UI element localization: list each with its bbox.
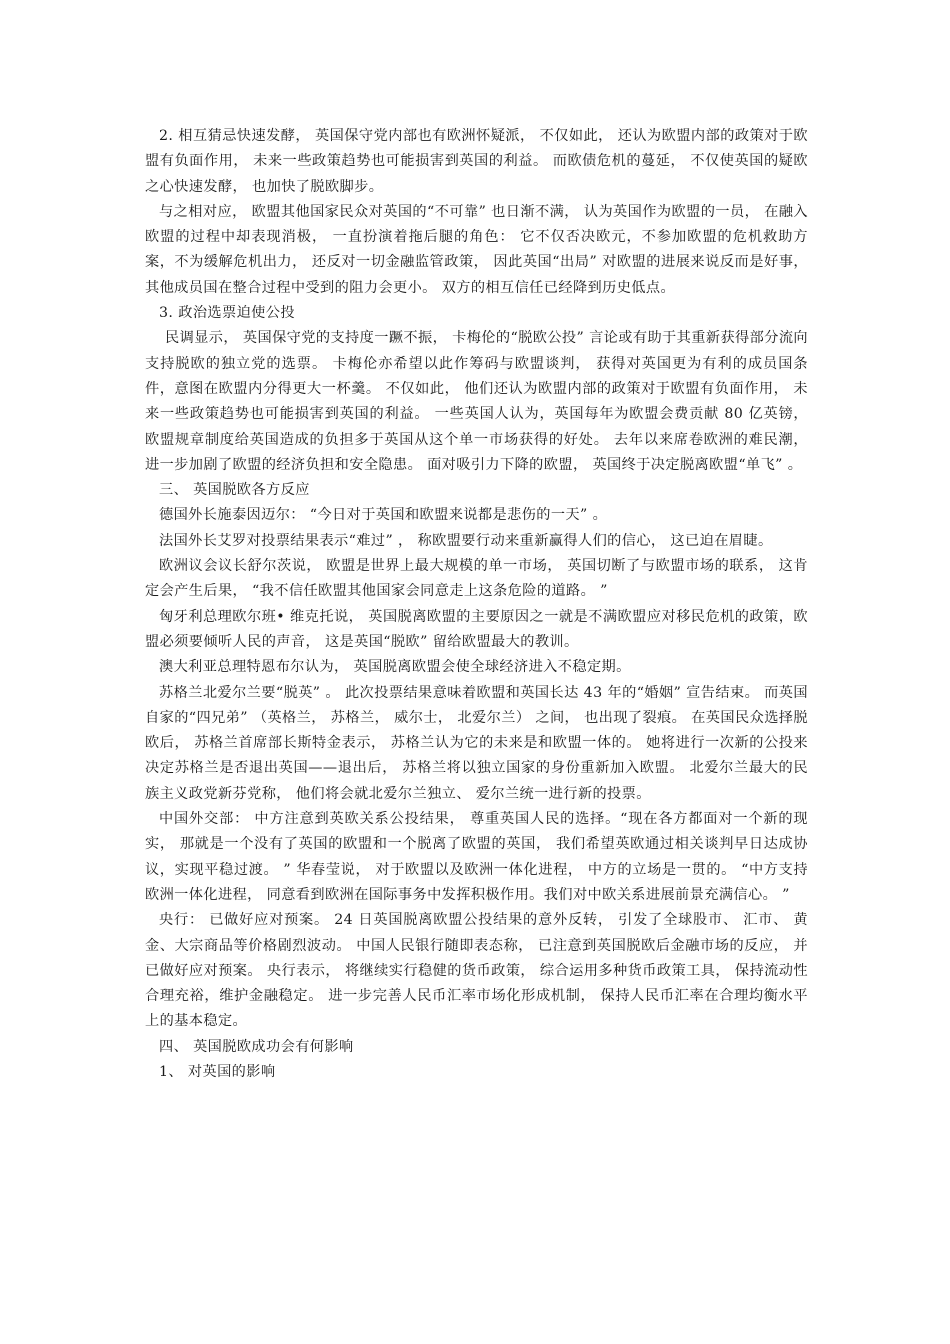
paragraph-hungary: 匈牙利总理欧尔班• 维克托说， 英国脱离欧盟的主要原因之一就是不满欧盟应对移民危机的政策，欧盟必须要倾听人民的声音， 这是英国“脱欧” 留给欧盟最大的教训。: [145, 608, 808, 650]
heading-impact-uk: 1、 对英国的影响: [159, 1063, 276, 1080]
paragraph-france: 法国外长艾罗对投票结果表示“难过” ， 称欧盟要行动来重新赢得人们的信心， 这已迫在眉睫。: [159, 532, 773, 549]
paragraph-germany: 德国外长施泰因迈尔： “今日对于英国和欧盟来说都是悲伤的一天” 。: [159, 507, 608, 524]
paragraph-scotland: 苏格兰北爱尔兰要“脱英” 。 此次投票结果意味着欧盟和英国长达 43 年的“婚姻” 宣告结束。 而英国自家的“四兄弟” （英格兰， 苏格兰， 威尔士， 北爱尔兰） 之间， 也出现了裂痕。 在英国民众选择脱欧后， 苏格兰首席部长斯特金表示， 苏格兰认为它的未来是和欧盟一体的。 她将进行一次新的公投来决定苏格兰是否退出英国——退出后， 苏格兰将以独立国家的身份重新加入欧盟。 北爱尔兰最大的民族主义政党新芬党称， 他们将会就北爱尔兰独立、 爱尔兰统一进行新的投票。: [145, 684, 808, 802]
heading-political-votes: 3. 政治选票迫使公投: [159, 305, 295, 322]
document-body: [145, 124, 808, 1085]
paragraph-central-bank: 央行： 已做好应对预案。 24 日英国脱离欧盟公投结果的意外反转， 引发了全球股市、 汇市、 黄金、大宗商品等价格剧烈波动。 中国人民银行随即表态称， 已注意到英国脱欧后金融市场的反应， 并已做好应对预案。 央行表示， 将继续实行稳健的货币政策， 综合运用多种货币政策工具， 保持流动性合理充裕，维护金融稳定。 进一步完善人民币汇率市场化形成机制， 保持人民币汇率在合理均衡水平上的基本稳定。: [145, 912, 808, 1030]
heading-section-four: 四、 英国脱欧成功会有何影响: [159, 1038, 354, 1055]
paragraph-eu-parliament: 欧洲议会议长舒尔茨说， 欧盟是世界上最大规模的单一市场， 英国切断了与欧盟市场的联系， 这肯定会产生后果， “我不信任欧盟其他国家会同意走上这条危险的道路。 ”: [145, 558, 808, 600]
paragraph-eu-distrust: 与之相对应， 欧盟其他国家民众对英国的“不可靠” 也日渐不满， 认为英国作为欧盟的一员， 在融入欧盟的过程中却表现消极， 一直扮演着拖后腿的角色： 它不仅否决欧元，不参加欧盟的危机救助方案，不为缓解危机出力， 还反对一切金融监管政策， 因此英国“出局” 对欧盟的进展来说反而是好事，其他成员国在整合过程中受到的阻力会更小。 双方的相互信任已经降到历史低点。: [145, 203, 808, 296]
paragraph-polls: 民调显示， 英国保守党的支持度一蹶不振， 卡梅伦的“脱欧公投” 言论或有助于其重新获得部分流向支持脱欧的独立党的选票。 卡梅伦亦希望以此作筹码与欧盟谈判， 获得对英国更为有利的成员国条件，意图在欧盟内分得更大一杯羹。 不仅如此， 他们还认为欧盟内部的政策对于欧盟有负面作用， 未来一些政策趋势也可能损害到英国的利益。 一些英国人认为，英国每年为欧盟会费贡献 80 亿英镑， 欧盟规章制度给英国造成的负担多于英国从这个单一市场获得的好处。 去年以来席卷欧洲的难民潮， 进一步加剧了欧盟的经济负担和安全隐患。 面对吸引力下降的欧盟， 英国终于决定脱离欧盟“单飞” 。: [145, 330, 808, 473]
paragraph-mutual-suspicion: 2. 相互猜忌快速发酵， 英国保守党内部也有欧洲怀疑派， 不仅如此， 还认为欧盟内部的政策对于欧盟有负面作用， 未来一些政策趋势也可能损害到英国的利益。 而欧债危机的蔓延， 不仅使英国的疑欧之心快速发酵， 也加快了脱欧脚步。: [145, 128, 808, 195]
paragraph-australia: 澳大利亚总理特恩布尔认为， 英国脱离欧盟会使全球经济进入不稳定期。: [159, 659, 631, 676]
heading-section-three: 三、 英国脱欧各方反应: [159, 482, 310, 499]
paragraph-china-mfa: 中国外交部： 中方注意到英欧关系公投结果， 尊重英国人民的选择。“现在各方都面对一个新的现实， 那就是一个没有了英国的欧盟和一个脱离了欧盟的英国， 我们希望英欧通过相关谈判早日达成协议，实现平稳过渡。 ” 华春莹说， 对于欧盟以及欧洲一体化进程， 中方的立场是一贯的。 “中方支持欧洲一体化进程， 同意看到欧洲在国际事务中发挥积极作用。我们对中欧关系进展前景充满信心。 ”: [145, 811, 808, 903]
